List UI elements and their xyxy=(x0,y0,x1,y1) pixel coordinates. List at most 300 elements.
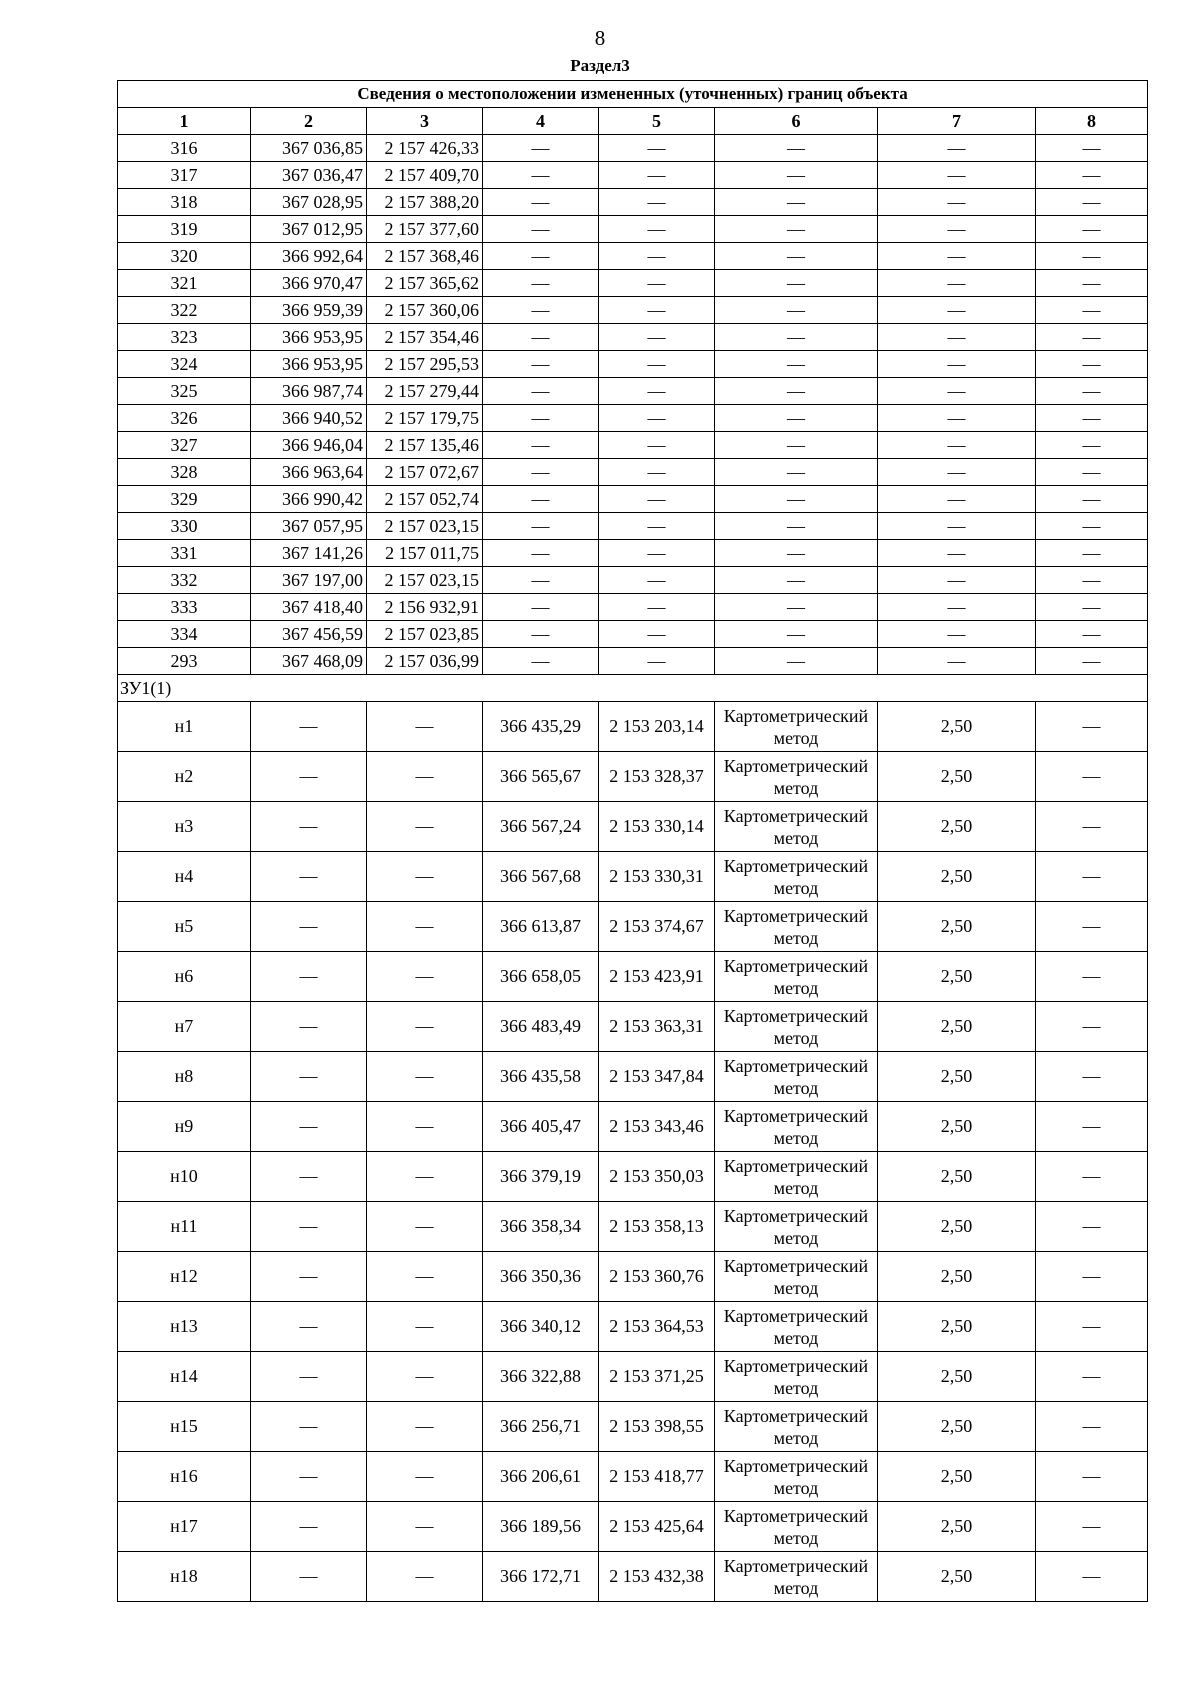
table-cell: 366 946,04 xyxy=(251,432,367,459)
table-cell: — xyxy=(1036,243,1148,270)
table-row xyxy=(118,324,1148,351)
column-header: 3 xyxy=(367,108,483,135)
table-row xyxy=(118,1252,1148,1302)
table-cell: — xyxy=(599,405,715,432)
table-cell: — xyxy=(251,1352,367,1402)
table-cell: — xyxy=(251,1202,367,1252)
table-cell: — xyxy=(483,459,599,486)
table-cell: Картометрический метод xyxy=(715,1252,878,1302)
table-cell: 2 157 011,75 xyxy=(367,540,483,567)
table-row xyxy=(118,351,1148,378)
table-cell: 366 256,71 xyxy=(483,1402,599,1452)
table-cell: 366 350,36 xyxy=(483,1252,599,1302)
table-cell: Картометрический метод xyxy=(715,1102,878,1152)
table-cell: 2 153 363,31 xyxy=(599,1002,715,1052)
table-cell: — xyxy=(599,324,715,351)
table-cell: н4 xyxy=(118,852,251,902)
table-cell: 2 153 358,13 xyxy=(599,1202,715,1252)
table-row xyxy=(118,902,1148,952)
table-cell: Картометрический метод xyxy=(715,1002,878,1052)
table-cell: 367 028,95 xyxy=(251,189,367,216)
table-cell: — xyxy=(367,1452,483,1502)
table-cell: 2,50 xyxy=(878,1402,1036,1452)
table-cell: — xyxy=(1036,621,1148,648)
table-cell: 333 xyxy=(118,594,251,621)
table-row xyxy=(118,135,1148,162)
group-row xyxy=(118,675,1148,702)
table-cell: н17 xyxy=(118,1502,251,1552)
table-cell: Картометрический метод xyxy=(715,1502,878,1552)
table-cell: — xyxy=(715,432,878,459)
table-cell: 2,50 xyxy=(878,952,1036,1002)
table-cell: — xyxy=(715,297,878,324)
table-cell: 2 157 388,20 xyxy=(367,189,483,216)
table-cell: — xyxy=(1036,459,1148,486)
table-cell: 2 157 426,33 xyxy=(367,135,483,162)
table-cell: — xyxy=(483,216,599,243)
table-cell: 366 322,88 xyxy=(483,1352,599,1402)
table-cell: — xyxy=(483,540,599,567)
table-cell: н8 xyxy=(118,1052,251,1102)
table-row xyxy=(118,1302,1148,1352)
table-cell: 327 xyxy=(118,432,251,459)
table-cell: — xyxy=(1036,1052,1148,1102)
table-cell: — xyxy=(483,351,599,378)
table-cell: 2 157 036,99 xyxy=(367,648,483,675)
table-cell: н5 xyxy=(118,902,251,952)
table-cell: 366 567,24 xyxy=(483,802,599,852)
table-cell: н15 xyxy=(118,1402,251,1452)
table-cell: — xyxy=(599,135,715,162)
table-cell: — xyxy=(1036,270,1148,297)
table-row xyxy=(118,1202,1148,1252)
table-cell: Картометрический метод xyxy=(715,802,878,852)
table-cell: — xyxy=(599,486,715,513)
table-cell: — xyxy=(367,1352,483,1402)
table-cell: — xyxy=(251,1302,367,1352)
table-row xyxy=(118,702,1148,752)
table-cell: — xyxy=(251,902,367,952)
table-cell: — xyxy=(878,594,1036,621)
table-cell: — xyxy=(715,162,878,189)
table-cell: — xyxy=(878,324,1036,351)
table-cell: — xyxy=(251,1502,367,1552)
table-cell: н1 xyxy=(118,702,251,752)
table-cell: н7 xyxy=(118,1002,251,1052)
table-cell: 2 157 023,15 xyxy=(367,513,483,540)
table-cell: — xyxy=(715,405,878,432)
table-row xyxy=(118,1102,1148,1152)
table-cell: — xyxy=(251,1102,367,1152)
table-cell: н14 xyxy=(118,1352,251,1402)
table-cell: — xyxy=(715,135,878,162)
column-header: 8 xyxy=(1036,108,1148,135)
table-cell: — xyxy=(1036,1152,1148,1202)
table-cell: 2 153 425,64 xyxy=(599,1502,715,1552)
table-row xyxy=(118,1152,1148,1202)
table-cell: н18 xyxy=(118,1552,251,1602)
table-cell: 2 157 072,67 xyxy=(367,459,483,486)
table-cell: 321 xyxy=(118,270,251,297)
page-number: 8 xyxy=(594,26,606,50)
table-cell: — xyxy=(1036,351,1148,378)
table-cell: 2 157 023,85 xyxy=(367,621,483,648)
table-row xyxy=(118,540,1148,567)
table-cell: 2,50 xyxy=(878,1302,1036,1352)
table-cell: — xyxy=(715,648,878,675)
table-cell: — xyxy=(599,189,715,216)
table-cell: 328 xyxy=(118,459,251,486)
table-cell: — xyxy=(715,270,878,297)
table-cell: 366 987,74 xyxy=(251,378,367,405)
table-cell: 366 435,58 xyxy=(483,1052,599,1102)
table-cell: 2,50 xyxy=(878,702,1036,752)
table-cell: — xyxy=(367,1402,483,1452)
table-cell: — xyxy=(1036,1452,1148,1502)
table-cell: 2,50 xyxy=(878,1552,1036,1602)
table-row xyxy=(118,189,1148,216)
table-cell: — xyxy=(878,486,1036,513)
table-cell: — xyxy=(1036,1552,1148,1602)
table-cell: 366 658,05 xyxy=(483,952,599,1002)
table-cell: 326 xyxy=(118,405,251,432)
table-cell: — xyxy=(251,1152,367,1202)
table-cell: — xyxy=(1036,952,1148,1002)
table-cell: — xyxy=(251,1552,367,1602)
table-row xyxy=(118,486,1148,513)
table-cell: — xyxy=(251,752,367,802)
table-cell: 367 456,59 xyxy=(251,621,367,648)
table-cell: н2 xyxy=(118,752,251,802)
table-cell: 2 153 343,46 xyxy=(599,1102,715,1152)
table-cell: — xyxy=(483,243,599,270)
table-cell: — xyxy=(1036,802,1148,852)
table-cell: 2 157 377,60 xyxy=(367,216,483,243)
table-cell: — xyxy=(1036,324,1148,351)
table-cell: 2 157 360,06 xyxy=(367,297,483,324)
table-cell: — xyxy=(715,459,878,486)
table-cell: — xyxy=(878,378,1036,405)
table-cell: — xyxy=(1036,378,1148,405)
table-cell: н12 xyxy=(118,1252,251,1302)
table-cell: — xyxy=(251,1052,367,1102)
table-cell: 324 xyxy=(118,351,251,378)
table-row xyxy=(118,513,1148,540)
table-cell: 2 153 328,37 xyxy=(599,752,715,802)
table-row xyxy=(118,1452,1148,1502)
table-cell: 366 340,12 xyxy=(483,1302,599,1352)
table-cell: 2,50 xyxy=(878,1352,1036,1402)
table-cell: 2,50 xyxy=(878,1252,1036,1302)
table-row xyxy=(118,243,1148,270)
table-cell: Картометрический метод xyxy=(715,1452,878,1502)
table-cell: — xyxy=(878,243,1036,270)
table-cell: Картометрический метод xyxy=(715,1202,878,1252)
table-cell: н13 xyxy=(118,1302,251,1352)
table-cell: — xyxy=(483,297,599,324)
table-cell: — xyxy=(1036,513,1148,540)
table-cell: 366 613,87 xyxy=(483,902,599,952)
column-header: 1 xyxy=(118,108,251,135)
table-cell: — xyxy=(367,1002,483,1052)
table-cell: — xyxy=(251,952,367,1002)
table-cell: 316 xyxy=(118,135,251,162)
table-cell: — xyxy=(599,297,715,324)
table-row xyxy=(118,297,1148,324)
table-cell: — xyxy=(251,802,367,852)
table-cell: 366 567,68 xyxy=(483,852,599,902)
table-cell: — xyxy=(483,270,599,297)
table-cell: — xyxy=(715,621,878,648)
table-cell: — xyxy=(1036,432,1148,459)
table-cell: 367 036,85 xyxy=(251,135,367,162)
table-cell: — xyxy=(251,852,367,902)
table-cell: — xyxy=(1036,1302,1148,1352)
table-cell: — xyxy=(599,513,715,540)
table-cell: 317 xyxy=(118,162,251,189)
table-cell: — xyxy=(1036,297,1148,324)
table-cell: 332 xyxy=(118,567,251,594)
table-cell: — xyxy=(483,324,599,351)
table-cell: 2 157 135,46 xyxy=(367,432,483,459)
table-cell: 334 xyxy=(118,621,251,648)
table-row xyxy=(118,594,1148,621)
table-cell: 2 153 374,67 xyxy=(599,902,715,952)
table-cell: — xyxy=(367,1302,483,1352)
table-cell: — xyxy=(599,378,715,405)
table-cell: н6 xyxy=(118,952,251,1002)
table-cell: — xyxy=(483,162,599,189)
table-cell: — xyxy=(1036,1002,1148,1052)
table-cell: — xyxy=(483,405,599,432)
table-cell: — xyxy=(599,594,715,621)
table-cell: 366 953,95 xyxy=(251,351,367,378)
column-header: 6 xyxy=(715,108,878,135)
table-cell: н16 xyxy=(118,1452,251,1502)
table-cell: — xyxy=(715,378,878,405)
table-cell: — xyxy=(715,594,878,621)
table-cell: — xyxy=(599,243,715,270)
table-cell: 2 153 360,76 xyxy=(599,1252,715,1302)
table-cell: — xyxy=(367,952,483,1002)
table-cell: — xyxy=(1036,1502,1148,1552)
table-row xyxy=(118,1002,1148,1052)
table-cell: — xyxy=(599,648,715,675)
table-cell: 322 xyxy=(118,297,251,324)
table-cell: 2 157 279,44 xyxy=(367,378,483,405)
table-row xyxy=(118,852,1148,902)
table-cell: 367 012,95 xyxy=(251,216,367,243)
table-cell: — xyxy=(1036,902,1148,952)
table-cell: — xyxy=(1036,540,1148,567)
table-cell: Картометрический метод xyxy=(715,902,878,952)
table-cell: 2 157 023,15 xyxy=(367,567,483,594)
table-cell: — xyxy=(483,567,599,594)
table-cell: — xyxy=(1036,1252,1148,1302)
table-cell: н10 xyxy=(118,1152,251,1202)
table-cell: 366 206,61 xyxy=(483,1452,599,1502)
table-cell: 366 379,19 xyxy=(483,1152,599,1202)
table-cell: — xyxy=(878,621,1036,648)
table-cell: — xyxy=(483,135,599,162)
table-cell: — xyxy=(599,216,715,243)
table-row xyxy=(118,432,1148,459)
table-row xyxy=(118,378,1148,405)
table-cell: 366 940,52 xyxy=(251,405,367,432)
table-cell: — xyxy=(599,351,715,378)
table-cell: — xyxy=(1036,162,1148,189)
table-row xyxy=(118,1352,1148,1402)
table-cell: — xyxy=(1036,1102,1148,1152)
table-cell: 366 963,64 xyxy=(251,459,367,486)
table-cell: Картометрический метод xyxy=(715,852,878,902)
table-cell: — xyxy=(483,189,599,216)
table-cell: 2 157 409,70 xyxy=(367,162,483,189)
table-cell: — xyxy=(1036,852,1148,902)
table-cell: н3 xyxy=(118,802,251,852)
table-cell: 366 565,67 xyxy=(483,752,599,802)
table-cell: Картометрический метод xyxy=(715,1552,878,1602)
table-cell: — xyxy=(715,540,878,567)
table-cell: 367 141,26 xyxy=(251,540,367,567)
table-cell: — xyxy=(878,459,1036,486)
table-row xyxy=(118,1402,1148,1452)
table-cell: — xyxy=(367,1502,483,1552)
table-cell: — xyxy=(1036,1352,1148,1402)
table-cell: — xyxy=(1036,1402,1148,1452)
table-cell: — xyxy=(878,270,1036,297)
table-cell: — xyxy=(1036,702,1148,752)
table-cell: 367 197,00 xyxy=(251,567,367,594)
table-cell: — xyxy=(878,162,1036,189)
table-cell: 366 358,34 xyxy=(483,1202,599,1252)
table-cell: — xyxy=(599,567,715,594)
table-cell: 367 057,95 xyxy=(251,513,367,540)
table-cell: 319 xyxy=(118,216,251,243)
table-cell: — xyxy=(367,1102,483,1152)
table-cell: 2,50 xyxy=(878,1052,1036,1102)
table-cell: 293 xyxy=(118,648,251,675)
header-row xyxy=(118,108,1148,135)
table-cell: — xyxy=(599,621,715,648)
table-cell: — xyxy=(1036,405,1148,432)
column-header: 5 xyxy=(599,108,715,135)
table-cell: — xyxy=(1036,648,1148,675)
table-cell: — xyxy=(878,567,1036,594)
table-cell: — xyxy=(1036,189,1148,216)
table-cell: 366 189,56 xyxy=(483,1502,599,1552)
table-cell: 320 xyxy=(118,243,251,270)
table-cell: 367 468,09 xyxy=(251,648,367,675)
table-cell: — xyxy=(367,1202,483,1252)
table-cell: н9 xyxy=(118,1102,251,1152)
table-cell: 330 xyxy=(118,513,251,540)
table-cell: — xyxy=(599,459,715,486)
table-row xyxy=(118,648,1148,675)
table-cell: 2,50 xyxy=(878,1102,1036,1152)
table-cell: — xyxy=(367,902,483,952)
table-cell: 2 153 203,14 xyxy=(599,702,715,752)
table-cell: Картометрический метод xyxy=(715,1402,878,1452)
table-cell: — xyxy=(251,1252,367,1302)
table-cell: 2 153 364,53 xyxy=(599,1302,715,1352)
table-cell: 366 405,47 xyxy=(483,1102,599,1152)
table-cell: — xyxy=(715,567,878,594)
table-cell: 366 435,29 xyxy=(483,702,599,752)
table-cell: — xyxy=(1036,216,1148,243)
table-cell: — xyxy=(878,513,1036,540)
table-cell: — xyxy=(483,486,599,513)
table-cell: — xyxy=(715,324,878,351)
table-row xyxy=(118,952,1148,1002)
table-cell: — xyxy=(1036,594,1148,621)
table-cell: 2,50 xyxy=(878,1152,1036,1202)
table-cell: — xyxy=(1036,567,1148,594)
table-cell: 367 418,40 xyxy=(251,594,367,621)
table-cell: — xyxy=(483,594,599,621)
table-cell: 325 xyxy=(118,378,251,405)
table-cell: — xyxy=(367,1052,483,1102)
table-cell: — xyxy=(878,351,1036,378)
table-cell: 2,50 xyxy=(878,1002,1036,1052)
table-cell: — xyxy=(367,802,483,852)
table-cell: 2,50 xyxy=(878,1202,1036,1252)
table-cell: 2 153 398,55 xyxy=(599,1402,715,1452)
table-cell: Картометрический метод xyxy=(715,752,878,802)
table-row xyxy=(118,1552,1148,1602)
table-cell: — xyxy=(367,1152,483,1202)
table-cell: 2,50 xyxy=(878,1452,1036,1502)
table-cell: — xyxy=(483,648,599,675)
table-cell: — xyxy=(367,752,483,802)
table-cell: 2,50 xyxy=(878,802,1036,852)
table-cell: 2 153 330,31 xyxy=(599,852,715,902)
table-cell: — xyxy=(251,702,367,752)
table-cell: 2,50 xyxy=(878,1502,1036,1552)
table-cell: 366 483,49 xyxy=(483,1002,599,1052)
table-cell: — xyxy=(878,648,1036,675)
table-cell: — xyxy=(599,270,715,297)
table-cell: Картометрический метод xyxy=(715,1152,878,1202)
table-cell: — xyxy=(715,513,878,540)
table-row xyxy=(118,621,1148,648)
table-cell: — xyxy=(878,135,1036,162)
table-cell: н11 xyxy=(118,1202,251,1252)
table-cell: — xyxy=(599,432,715,459)
table-cell: — xyxy=(251,1452,367,1502)
table-cell: — xyxy=(367,1252,483,1302)
table-row xyxy=(118,405,1148,432)
table-title: Сведения о местоположении измененных (уточненных) границ объекта xyxy=(118,81,1148,108)
table-cell: 323 xyxy=(118,324,251,351)
table-cell: — xyxy=(878,405,1036,432)
table-cell: — xyxy=(251,1002,367,1052)
table-cell: — xyxy=(367,1552,483,1602)
table-cell: — xyxy=(483,432,599,459)
table-cell: 2 157 365,62 xyxy=(367,270,483,297)
table-row xyxy=(118,752,1148,802)
table-cell: — xyxy=(715,486,878,513)
table-row xyxy=(118,802,1148,852)
table-cell: 366 172,71 xyxy=(483,1552,599,1602)
table-cell: — xyxy=(715,216,878,243)
table-cell: 366 990,42 xyxy=(251,486,367,513)
table-cell: — xyxy=(715,189,878,216)
table-cell: 329 xyxy=(118,486,251,513)
table-cell: 2,50 xyxy=(878,852,1036,902)
table-cell: 2 153 371,25 xyxy=(599,1352,715,1402)
table-cell: 2 157 368,46 xyxy=(367,243,483,270)
